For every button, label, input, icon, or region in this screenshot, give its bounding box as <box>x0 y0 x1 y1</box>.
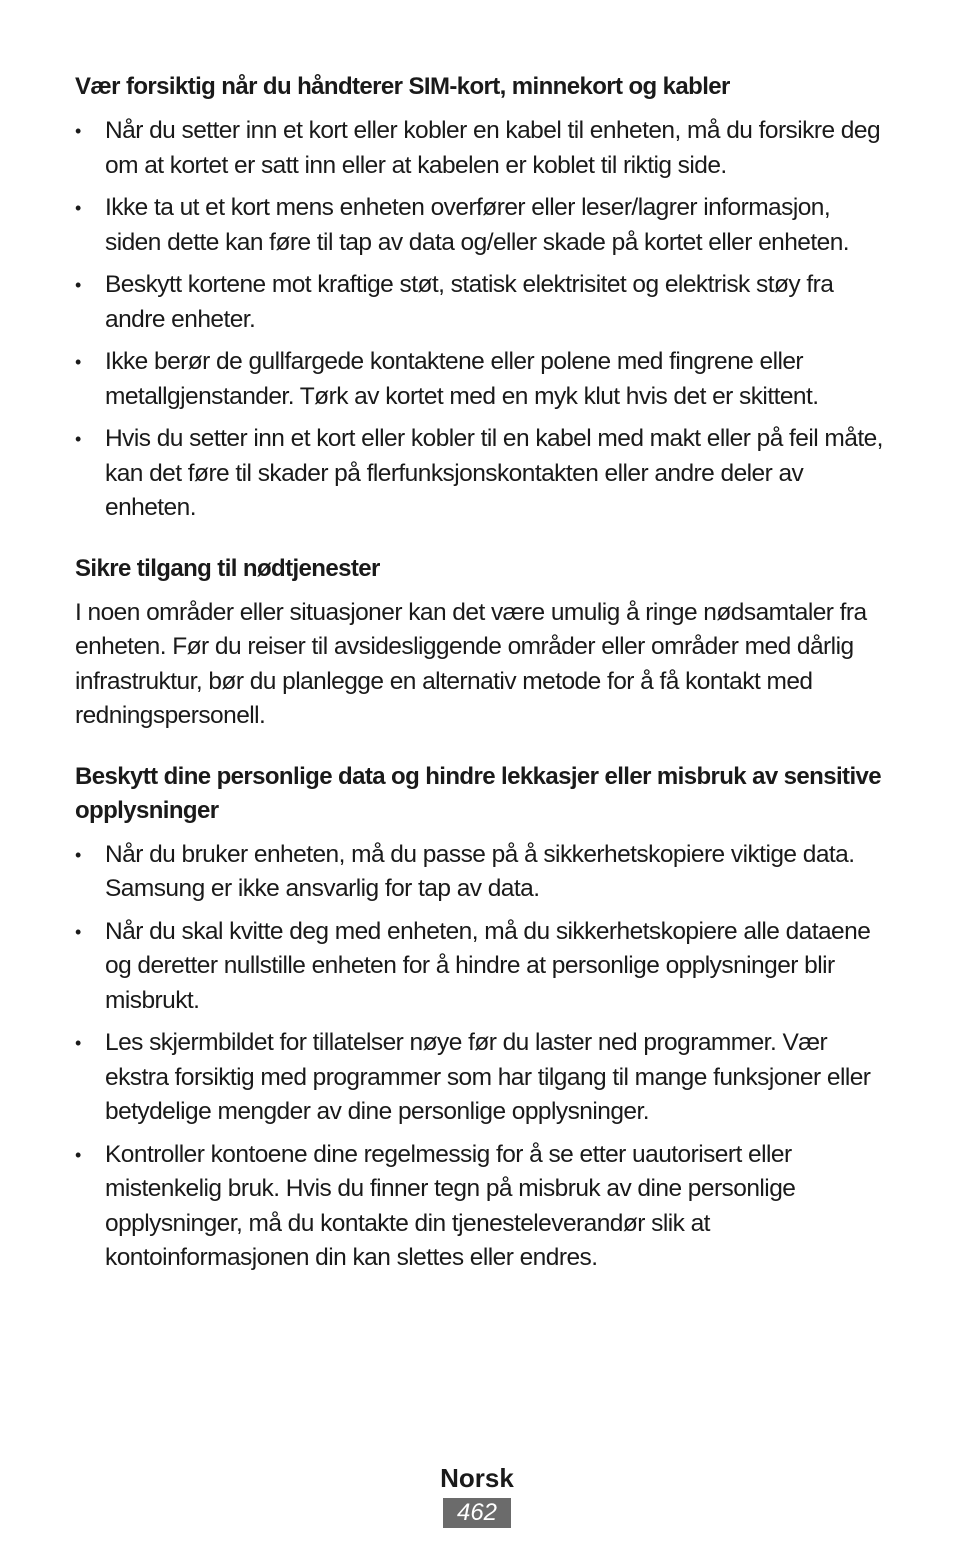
list-item <box>75 345 885 414</box>
footer-language: Norsk <box>440 1463 514 1493</box>
section-personal-data <box>75 760 885 1276</box>
list-item-text: Beskytt kortene mot kraftige støt, statisk elektrisitet og elektrisk støy fra andre enheter. <box>105 271 834 333</box>
bullet-icon: • <box>75 198 81 218</box>
list-item-text: Når du bruker enheten, må du passe på å sikkerhetskopiere viktige data. Samsung er ikke ansvarlig for tap av data. <box>105 840 855 902</box>
section-sim-card-handling <box>75 70 885 526</box>
bullet-icon: • <box>75 1144 81 1165</box>
bullet-list <box>75 114 885 526</box>
section-paragraph: I noen områder eller situasjoner kan det være umulig å ringe nødsamtaler fra enheten. Før du reiser til avsidesliggende områder eller områder med dårlig infrastruktur, bør du planlegge en alternativ metode for å få kontakt med redningspersonell. <box>75 598 867 729</box>
list-item-text: Når du skal kvitte deg med enheten, må du sikkerhetskopiere alle dataene og deretter nullstille enheten for å hindre at personlige opplysninger blir misbrukt. <box>105 917 871 1014</box>
list-item-text: Les skjermbildet for tillatelser nøye før du laster ned programmer. Vær ekstra forsiktig med programmer som har tilgang til mange funksjoner eller betydelige mengder av dine personlige opplysninger. <box>105 1029 871 1125</box>
bullet-icon: • <box>75 429 81 449</box>
list-item-text: Ikke ta ut et kort mens enheten overfører eller leser/lagrer informasjon, siden dette kan føre til tap av data og/eller skade på kortet eller enheten. <box>105 194 850 256</box>
list-item <box>75 422 885 526</box>
list-item <box>75 838 885 907</box>
list-item-text: Ikke berør de gullfargede kontaktene eller polene med fingrene eller metallgjenstander. Tørk av kortet med en myk klut hvis det er skittent. <box>105 348 819 410</box>
section-heading: Sikre tilgang til nødtjenester <box>75 554 380 582</box>
list-item <box>75 191 885 260</box>
section-heading: Vær forsiktig når du håndterer SIM-kort, minnekort og kabler <box>75 73 730 100</box>
list-item-text: Hvis du setter inn et kort eller kobler til en kabel med makt eller på feil måte, kan det føre til skader på flerfunksjonskontakten eller andre deler av enheten. <box>105 425 883 521</box>
section-heading: Beskytt dine personlige data og hindre lekkasjer eller misbruk av sensitive opplysninger <box>75 762 882 824</box>
list-item-text: Kontroller kontoene dine regelmessig for å se etter uautorisert eller mistenkelig bruk. Hvis du finner tegn på misbruk av dine personlige opplysninger, må du kontakte din tjenesteleverandør slik at kontoinformasjonen din kan slettes eller endres. <box>105 1140 796 1271</box>
bullet-icon: • <box>75 844 81 865</box>
list-item <box>75 1138 885 1276</box>
list-item <box>75 1026 885 1130</box>
list-item <box>75 268 885 337</box>
page-content <box>75 70 885 1284</box>
bullet-icon: • <box>75 921 81 942</box>
section-emergency-services <box>75 552 885 734</box>
list-item-text: Når du setter inn et kort eller kobler en kabel til enheten, må du forsikre deg om at kortet er satt inn eller at kabelen er koblet til riktig side. <box>105 117 881 179</box>
bullet-icon: • <box>75 275 81 295</box>
bullet-icon: • <box>75 352 81 372</box>
bullet-icon: • <box>75 121 81 141</box>
list-item <box>75 114 885 183</box>
bullet-list <box>75 838 885 1276</box>
list-item <box>75 915 885 1019</box>
page-footer <box>0 1462 954 1528</box>
page-number-badge: 462 <box>443 1498 511 1528</box>
bullet-icon: • <box>75 1033 81 1053</box>
